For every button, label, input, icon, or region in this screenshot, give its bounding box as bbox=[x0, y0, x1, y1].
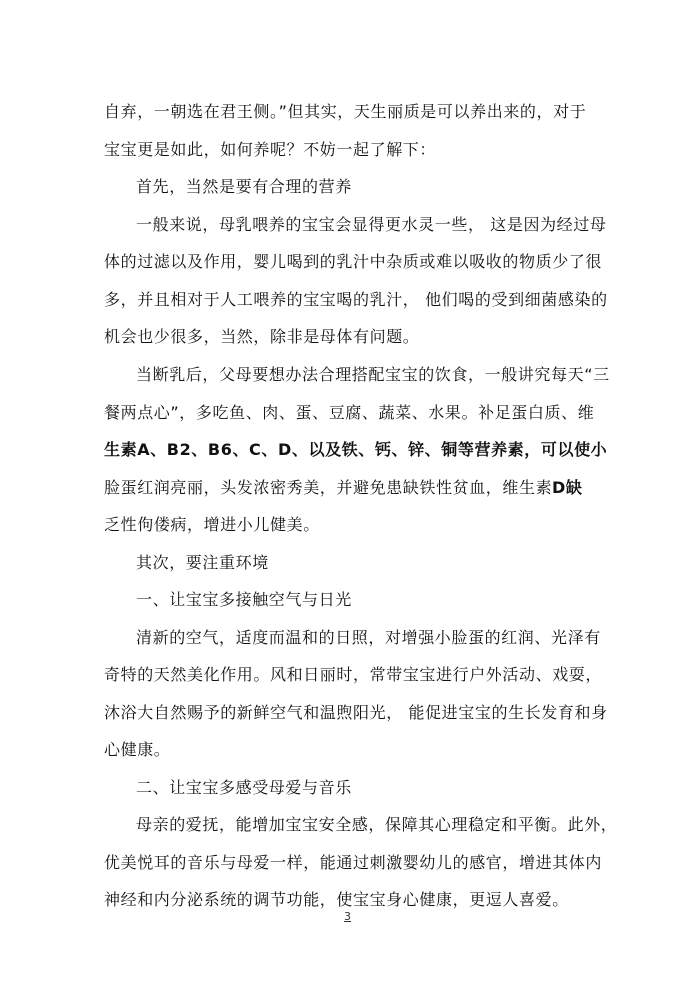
text-line: 宝宝更是如此，如何养呢？不妨一起了解下： bbox=[104, 140, 437, 159]
page-number: 3 bbox=[344, 910, 351, 923]
text-line: 多，并且相对于人工喂养的宝宝喝的乳汁， 他们喝的受到细菌感染的 bbox=[104, 290, 608, 309]
text-line: 神经和内分泌系统的调节功能，使宝宝身心健康，更逗人喜爱。 bbox=[104, 890, 569, 909]
section-heading: 首先，当然是要有合理的营养 bbox=[136, 177, 352, 196]
text-line: 奇特的天然美化作用。风和日丽时，常带宝宝进行户外活动、戏耍， bbox=[104, 665, 603, 684]
text-line-fragment: D缺 bbox=[552, 478, 583, 497]
text-line: 生素A、B2、B6、C、D、以及铁、钙、锌、铜等营养素，可以使小 bbox=[104, 440, 608, 459]
subsection-heading: 二、让宝宝多感受母爱与音乐 bbox=[136, 778, 352, 797]
text-line: 沐浴大自然赐予的新鲜空气和温煦阳光， 能促进宝宝的生长发育和身 bbox=[104, 703, 608, 722]
text-line: 机会也少很多，当然，除非是母体有问题。 bbox=[104, 327, 420, 346]
text-line: 一般来说，母乳喂养的宝宝会显得更水灵一些， 这是因为经过母 bbox=[136, 215, 607, 234]
text-line: 母亲的爱抚，能增加宝宝安全感，保障其心理稳定和平衡。此外， bbox=[136, 815, 618, 834]
text-line: 体的过滤以及作用，婴儿喝到的乳汁中杂质或难以吸收的物质少了很 bbox=[104, 252, 603, 271]
text-line: 餐两点心”，多吃鱼、肉、蛋、豆腐、蔬菜、水果。补足蛋白质、维 bbox=[104, 403, 595, 422]
text-line: 清新的空气，适度而温和的日照，对增强小脸蛋的红润、光泽有 bbox=[136, 628, 601, 647]
text-line: 优美悦耳的音乐与母爱一样，能通过刺激婴幼儿的感官，增进其体内 bbox=[104, 853, 603, 872]
text-line: 乏性佝偻病，增进小儿健美。 bbox=[104, 515, 320, 534]
text-line: 脸蛋红润亮丽，头发浓密秀美，并避免患缺铁性贫血，维生素 bbox=[104, 478, 553, 497]
subsection-heading: 一、让宝宝多接触空气与日光 bbox=[136, 590, 352, 609]
text-line: 当断乳后，父母要想办法合理搭配宝宝的饮食，一般讲究每天“三 bbox=[136, 365, 610, 384]
text-line: 心健康。 bbox=[104, 740, 171, 759]
section-heading: 其次，要注重环境 bbox=[136, 553, 269, 572]
text-line: 自弃，一朝选在君王侧。”但其实，天生丽质是可以养出来的，对于 bbox=[104, 102, 587, 121]
